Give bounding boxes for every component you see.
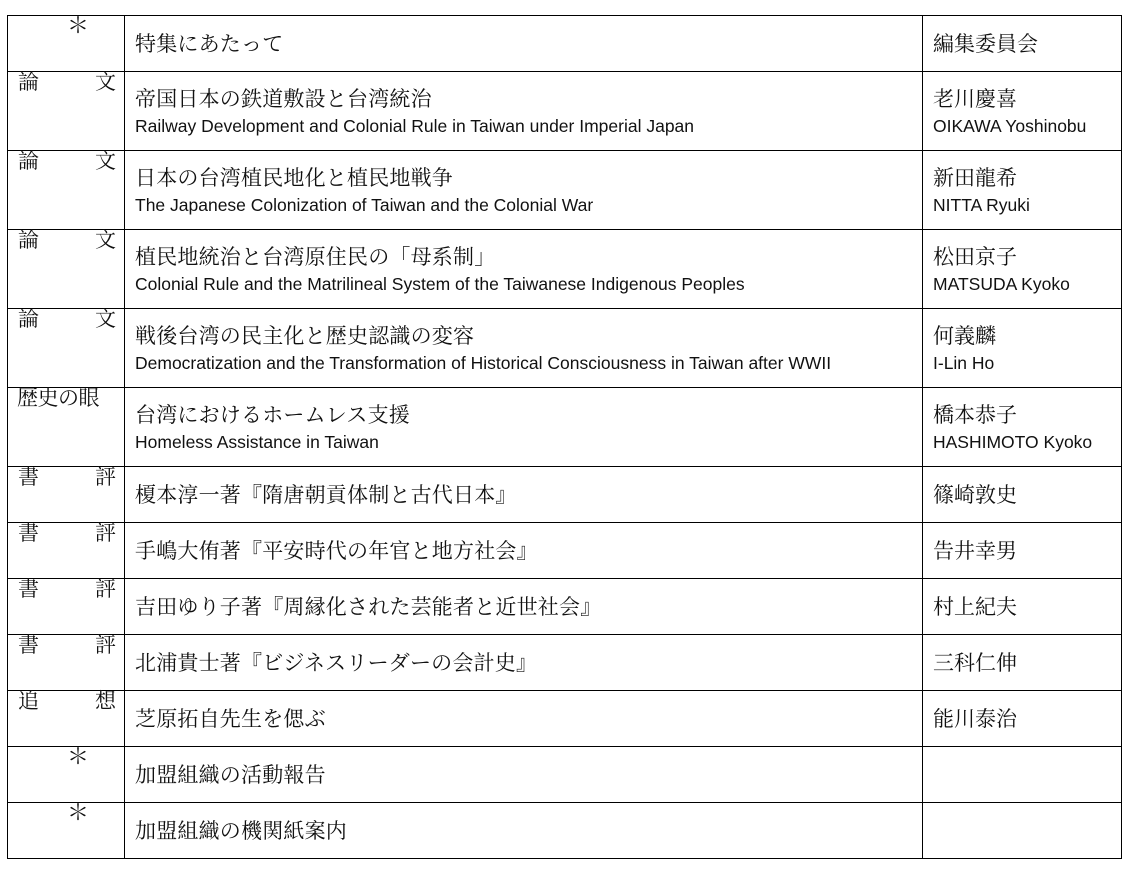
author-jp: 何義麟 xyxy=(933,324,996,348)
title-jp: 植民地統治と台湾原住民の「母系制」 xyxy=(135,245,496,269)
category-label: ＊ xyxy=(66,14,89,39)
author-cell xyxy=(923,230,1122,309)
title-cell xyxy=(125,151,923,230)
title-en: Homeless Assistance in Taiwan xyxy=(135,432,379,452)
category-cell xyxy=(8,388,125,467)
category-char: 論 xyxy=(18,149,39,173)
category-char: 論 xyxy=(18,228,39,252)
author-cell xyxy=(923,579,1122,635)
author-cell xyxy=(923,309,1122,388)
title-jp: 台湾におけるホームレス支援 xyxy=(135,403,410,427)
title-jp: 北浦貴士著『ビジネスリーダーの会計史』 xyxy=(135,650,538,675)
title-en: Democratization and the Transformation of Historical Consciousness in Taiwan after WWII xyxy=(135,353,832,373)
category-char: 論 xyxy=(18,307,39,331)
title-jp: 日本の台湾植民地化と植民地戦争 xyxy=(135,166,453,190)
table-row xyxy=(8,388,1122,467)
category-label xyxy=(8,151,124,229)
category-label xyxy=(8,72,124,150)
category-cell xyxy=(8,747,125,803)
category-cell xyxy=(8,16,125,72)
author-cell xyxy=(923,747,1122,803)
author-en: HASHIMOTO Kyoko xyxy=(933,432,1093,452)
author-jp: 橋本恭子 xyxy=(933,403,1017,427)
title-cell xyxy=(125,72,923,151)
title-cell xyxy=(125,309,923,388)
category-cell xyxy=(8,467,125,523)
category-cell xyxy=(8,309,125,388)
title-jp: 榎本淳一著『隋唐朝貢体制と古代日本』 xyxy=(135,482,517,507)
category-label xyxy=(8,523,124,578)
title-en: Railway Development and Colonial Rule in Taiwan under Imperial Japan xyxy=(135,116,695,136)
title-cell xyxy=(125,579,923,635)
author-en: OIKAWA Yoshinobu xyxy=(933,116,1087,136)
category-char: 評 xyxy=(95,577,116,601)
title-jp: 加盟組織の活動報告 xyxy=(135,762,326,787)
table-row xyxy=(8,72,1122,151)
category-char: 評 xyxy=(95,465,116,489)
title-jp: 吉田ゆり子著『周縁化された芸能者と近世社会』 xyxy=(135,594,602,619)
title-jp: 特集にあたって xyxy=(135,31,284,56)
author-jp: 能川泰治 xyxy=(933,706,1017,731)
category-cell xyxy=(8,151,125,230)
author-cell xyxy=(923,467,1122,523)
table-row xyxy=(8,151,1122,230)
title-cell xyxy=(125,803,923,859)
author-en: NITTA Ryuki xyxy=(933,195,1030,215)
title-cell xyxy=(125,635,923,691)
author-jp: 老川慶喜 xyxy=(933,87,1017,111)
author-cell xyxy=(923,16,1122,72)
table-row xyxy=(8,803,1122,859)
category-char: 文 xyxy=(95,228,116,252)
title-jp: 手嶋大侑著『平安時代の年官と地方社会』 xyxy=(135,538,538,563)
author-cell xyxy=(923,151,1122,230)
author-jp: 新田龍希 xyxy=(933,166,1017,190)
author-jp: 村上紀夫 xyxy=(933,594,1017,619)
title-cell xyxy=(125,230,923,309)
title-cell xyxy=(125,523,923,579)
author-cell xyxy=(923,635,1122,691)
title-cell xyxy=(125,467,923,523)
author-jp: 松田京子 xyxy=(933,245,1017,269)
title-cell xyxy=(125,691,923,747)
category-label xyxy=(8,691,124,746)
category-label: ＊ xyxy=(66,801,89,826)
title-cell xyxy=(125,747,923,803)
category-label: 歴史の眼 xyxy=(17,386,99,410)
title-cell xyxy=(125,16,923,72)
title-jp: 帝国日本の鉄道敷設と台湾統治 xyxy=(135,87,432,111)
category-char: 書 xyxy=(18,521,39,545)
category-char: 評 xyxy=(95,633,116,657)
author-en: MATSUDA Kyoko xyxy=(933,274,1070,294)
category-label xyxy=(8,635,124,690)
table-row xyxy=(8,16,1122,72)
author-jp: 三科仁伸 xyxy=(933,650,1017,675)
table-row xyxy=(8,635,1122,691)
author-cell xyxy=(923,72,1122,151)
author-jp: 編集委員会 xyxy=(933,31,1038,56)
table-row xyxy=(8,230,1122,309)
category-cell xyxy=(8,72,125,151)
category-cell xyxy=(8,579,125,635)
category-char: 想 xyxy=(95,689,116,713)
table-row xyxy=(8,309,1122,388)
category-label xyxy=(8,230,124,308)
category-cell xyxy=(8,635,125,691)
author-cell xyxy=(923,691,1122,747)
category-label: ＊ xyxy=(66,745,89,770)
table-row xyxy=(8,691,1122,747)
table-row xyxy=(8,523,1122,579)
category-cell xyxy=(8,691,125,747)
category-char: 文 xyxy=(95,307,116,331)
category-char: 書 xyxy=(18,633,39,657)
author-cell xyxy=(923,523,1122,579)
table-row xyxy=(8,579,1122,635)
title-en: The Japanese Colonization of Taiwan and the Colonial War xyxy=(135,195,594,215)
category-label xyxy=(8,579,124,634)
author-cell xyxy=(923,388,1122,467)
category-cell xyxy=(8,230,125,309)
category-char: 追 xyxy=(18,689,39,713)
title-cell xyxy=(125,388,923,467)
title-en: Colonial Rule and the Matrilineal System of the Taiwanese Indigenous Peoples xyxy=(135,274,745,294)
category-label xyxy=(8,309,124,387)
category-cell xyxy=(8,803,125,859)
category-char: 書 xyxy=(18,465,39,489)
author-jp: 篠崎敦史 xyxy=(933,482,1017,507)
category-label xyxy=(8,467,124,522)
title-jp: 加盟組織の機関紙案内 xyxy=(135,818,347,843)
category-char: 文 xyxy=(95,149,116,173)
author-cell xyxy=(923,803,1122,859)
category-char: 論 xyxy=(18,70,39,94)
title-jp: 戦後台湾の民主化と歴史認識の変容 xyxy=(135,324,475,348)
title-jp: 芝原拓自先生を偲ぶ xyxy=(135,706,326,731)
category-cell xyxy=(8,523,125,579)
table-of-contents xyxy=(7,15,1122,859)
category-char: 文 xyxy=(95,70,116,94)
category-char: 評 xyxy=(95,521,116,545)
author-jp: 告井幸男 xyxy=(933,538,1017,563)
table-row xyxy=(8,467,1122,523)
table-row xyxy=(8,747,1122,803)
author-en: I-Lin Ho xyxy=(933,353,995,373)
category-char: 書 xyxy=(18,577,39,601)
